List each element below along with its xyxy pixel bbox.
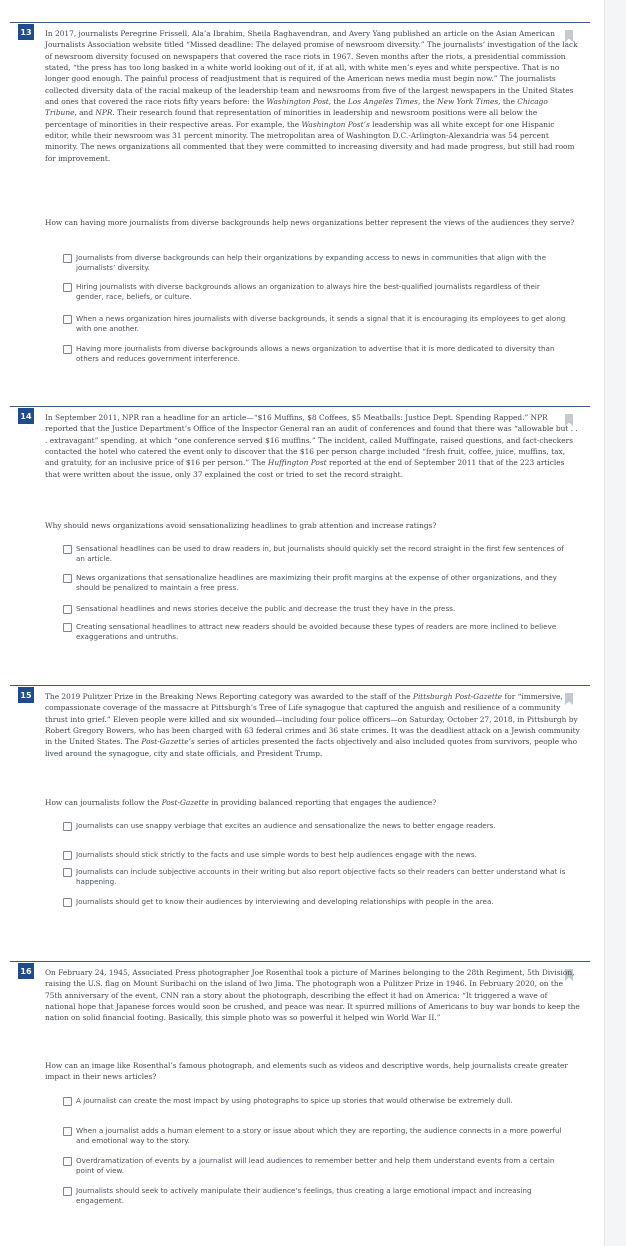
question-prompt: How can having more journalists from diverse backgrounds help news organizations better represent the views of the audiences they serve? (45, 218, 575, 227)
question-number-badge: 13 (18, 24, 34, 40)
option-checkbox[interactable] (63, 254, 72, 263)
option-checkbox[interactable] (63, 315, 72, 324)
option-label: Journalists can use snappy verbiage that excites an audience and sensationalize the news to better engage readers. (76, 821, 496, 830)
passage-text: In September 2011, NPR ran a headline for an article—“$16 Muffins, $8 Coffees, $5 Meatballs: Justice Dept. Spending Rapped.” NPR reported that the Justice Department’s Office of the Inspector General ran an audit of conferences and found that there was “allowable but . . . extravagant” spending, at which “one conference served $16 muffins.” The incident, called Muffingate, raised questions, and fact-checkers contacted the hotel who catered the event only to discover that the $16 per person charge included “fresh fruit, coffee, juice, muffins, tax, and gratuity, for an inclusive price of $16 per person.” The Huffington Post reported at the end of September 2011 that of the 223 articles that were written about the issue, only 37 explained the cost or tried to set the record straight. (45, 413, 578, 479)
option-checkbox[interactable] (63, 1127, 72, 1136)
option-label: Journalists should get to know their audiences by interviewing and developing relationships with people in the area. (76, 897, 494, 906)
option-label: Hiring journalists with diverse backgrounds allows an organization to always hire the best-qualified journalists regardless of their gender, race, beliefs, or culture. (76, 282, 540, 302)
option-checkbox[interactable] (63, 545, 72, 554)
option-checkbox[interactable] (63, 1097, 72, 1106)
option-checkbox[interactable] (63, 1157, 72, 1166)
option-label: Overdramatization of events by a journalist will lead audiences to remember better and help them understand events from a certain point of view. (76, 1156, 555, 1176)
option-checkbox[interactable] (63, 1187, 72, 1196)
option-label: Journalists from diverse backgrounds can help their organizations by expanding access to news in communities that align with the journalists’ diversity. (76, 253, 547, 273)
option-checkbox[interactable] (63, 574, 72, 583)
option-checkbox[interactable] (63, 283, 72, 292)
option-checkbox[interactable] (63, 822, 72, 831)
option-label: Sensational headlines and news stories deceive the public and decrease the trust they have in the press. (76, 604, 456, 613)
question-prompt: Why should news organizations avoid sensationalizing headlines to grab attention and increase ratings? (45, 521, 437, 530)
option-label: Journalists should stick strictly to the facts and use simple words to best help audiences engage with the news. (76, 850, 477, 859)
question-divider (10, 22, 590, 23)
option-checkbox[interactable] (63, 605, 72, 614)
question-number-badge: 16 (18, 963, 34, 979)
option-label: When a journalist adds a human element to a story or issue about which they are reporting, the audience connects in a more powerful and emotional way to the story. (76, 1126, 562, 1146)
option-label: Having more journalists from diverse backgrounds allows a news organization to advertise that it is more dedicated to diversity than others and reduces government interference. (76, 344, 555, 364)
question-divider (10, 685, 590, 686)
option-label: When a news organization hires journalists with diverse backgrounds, it sends a signal that it is encouraging its employees to get along with one another. (76, 314, 566, 334)
option-label: News organizations that sensationalize headlines are maximizing their profit margins at the expense of other organizations, and they should be penalized to maintain a free press. (76, 573, 557, 593)
option-label: Journalists can include subjective accounts in their writing but also report objective facts so their readers can better understand what is happening. (76, 867, 566, 887)
passage-text: On February 24, 1945, Associated Press photographer Joe Rosenthal took a picture of Marines belonging to the 28th Regiment, 5th Division, raising the U.S. flag on Mount Suribachi on the island of Iwo Jima. The photograph won a Pulitzer Prize in 1946. In February 2020, on the 75th anniversary of the event, CNN ran a story about the photograph, describing the effect it had on America: “It triggered a wave of national hope that Japanese forces would soon be crushed, and peace was near. It spurred millions of Americans to buy war bonds to keep the nation on solid financial footing. Basically, this simple photo was so powerful it helped win World War II.” (45, 968, 580, 1023)
scrollbar[interactable] (604, 0, 626, 1246)
question-prompt: How can an image like Rosenthal’s famous photograph, and elements such as videos and descriptive words, help journalists create greater impact in their news articles? (45, 1061, 568, 1082)
question-divider (10, 406, 590, 407)
option-checkbox[interactable] (63, 345, 72, 354)
option-label: Creating sensational headlines to attract new readers should be avoided because these types of readers are more inclined to believe exaggerations and untruths. (76, 622, 557, 642)
option-label: A journalist can create the most impact by using photographs to spice up stories that would otherwise be extremely dull. (76, 1096, 513, 1105)
option-label: Sensational headlines can be used to draw readers in, but journalists should quickly set the record straight in the first few sentences of an article. (76, 544, 564, 564)
question-divider (10, 961, 590, 962)
option-checkbox[interactable] (63, 898, 72, 907)
option-checkbox[interactable] (63, 623, 72, 632)
option-label: Journalists should seek to actively manipulate their audience’s feelings, thus creating a large emotional impact and increasing engagement. (76, 1186, 532, 1206)
question-number-badge: 14 (18, 408, 34, 424)
passage-text: In 2017, journalists Peregrine Frissell, Ala’a Ibrahim, Sheila Raghavendran, and Avery Yang published an article on the Asian American Journalists Association website titled “Missed deadline: The delayed promise of newsroom diversity.” The journalists’ investigation of the lack of newsroom diversity focused on newspapers that covered the race riots in 1967. Seven months after the riots, a presidential commission stated, “the press has too long basked in a white world looking out of it, if at all, with white men’s eyes and white perspective. That is no longer good enough. The painful process of readjustment that is required of the American news media must begin now.” The journalists collected diversity data of the racial makeup of the leadership team and newsrooms from five of the largest newspapers in the United States and ones that covered the race riots fifty years before: the Washington Post, the Los Angeles Times, the New York Times, the Chicago Tribune, and NPR. Their research found that representation of minorities in leadership and newsroom positions were all below the percentage of minorities in their respective areas. For example, the Washington Post’s leadership was all white except for one Hispanic editor, while their newsroom was 31 percent minority. The metropolitan area of Washington D.C.-Arlington-Alexandria was 54 percent minority. The news organizations all commented that they were committed to increasing diversity and had made progress, but still had room for improvement. (45, 29, 578, 163)
option-checkbox[interactable] (63, 868, 72, 877)
passage-text: The 2019 Pulitzer Prize in the Breaking News Reporting category was awarded to the staff of the Pittsburgh Post-Gazette for “immersive, compassionate coverage of the massacre at Pittsburgh’s Tree of Life synagogue that captured the anguish and resilience of a community thrust into grief.” Eleven people were killed and six wounded—including four police officers—on Saturday, October 27, 2018, in Pittsburgh by Robert Gregory Bowers, who has been charged with 63 federal crimes and 36 state crimes. It was the deadliest attack on a Jewish community in the United States. The Post-Gazette’s series of articles presented the facts objectively and also included quotes from survivors, people who lived around the synagogue, city and state officials, and President Trump. (45, 692, 580, 758)
question-number-badge: 15 (18, 687, 34, 703)
question-prompt: How can journalists follow the Post-Gazette in providing balanced reporting that engages the audience? (45, 798, 437, 807)
option-checkbox[interactable] (63, 851, 72, 860)
